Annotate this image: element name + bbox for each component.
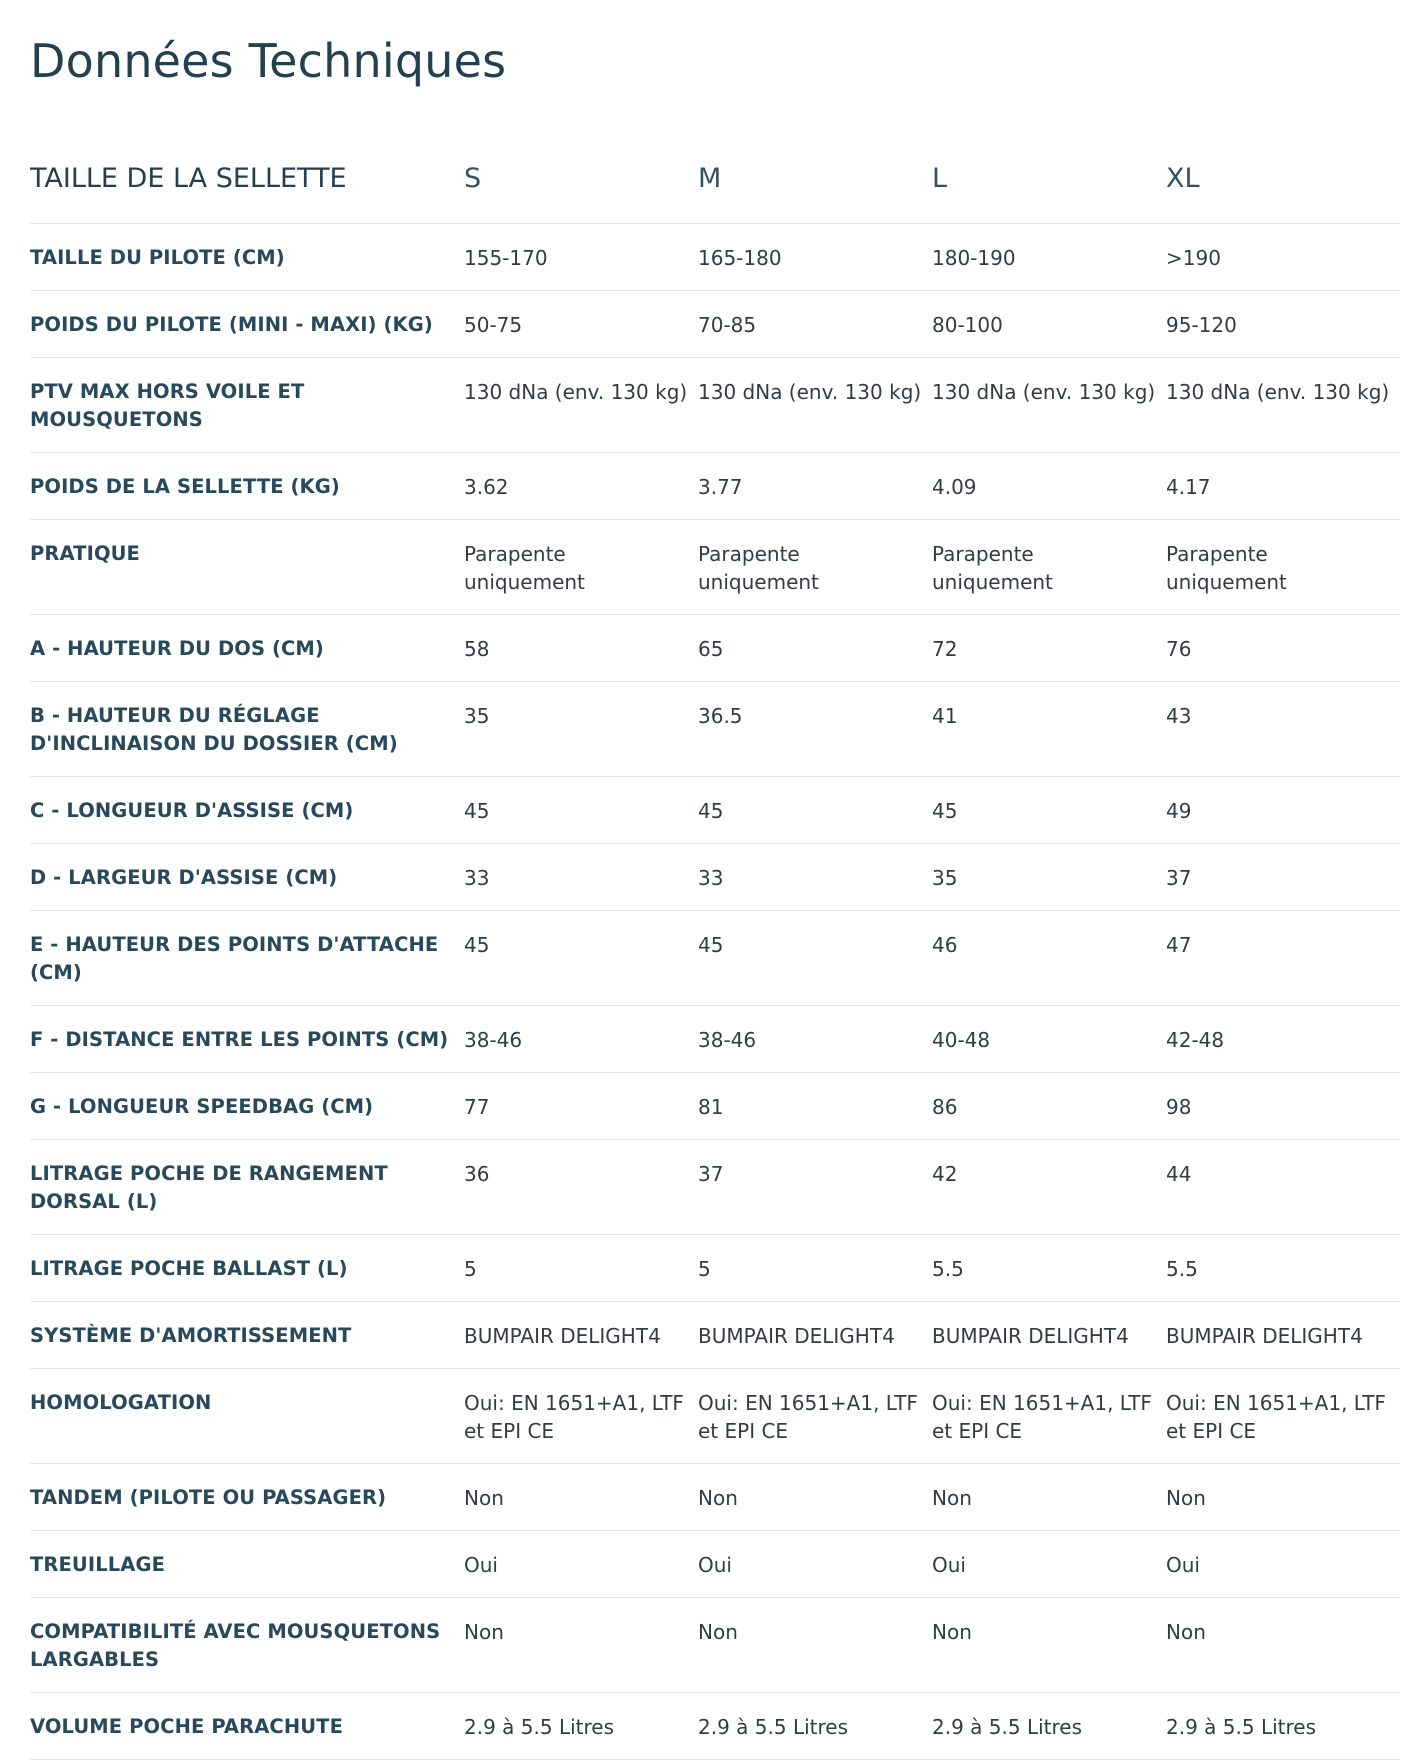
table-row: [30, 520, 1400, 615]
value-cell-l: 2.9 à 5.5 Litres: [932, 1693, 1166, 1760]
value-cell-l: 4.09: [932, 453, 1166, 520]
row-label: E - HAUTEUR DES POINTS D'ATTACHE (CM): [30, 911, 464, 1006]
value-cell-m: Oui: EN 1651+A1, LTF et EPI CE: [698, 1369, 932, 1464]
value-cell-xl: 76: [1166, 615, 1400, 682]
table-row: [30, 777, 1400, 844]
row-label: TREUILLAGE: [30, 1531, 464, 1598]
table-row: [30, 224, 1400, 291]
value-cell-l: 180-190: [932, 224, 1166, 291]
value-cell-m: 65: [698, 615, 932, 682]
row-label: TAILLE DU PILOTE (CM): [30, 224, 464, 291]
value-cell-m: Non: [698, 1464, 932, 1531]
value-cell-s: BUMPAIR DELIGHT4: [464, 1302, 698, 1369]
value-cell-s: 3.62: [464, 453, 698, 520]
page-title: Données Techniques: [30, 34, 507, 88]
value-cell-s: 2.9 à 5.5 Litres: [464, 1693, 698, 1760]
value-cell-xl: Parapente uniquement: [1166, 520, 1400, 615]
value-cell-m: Oui: [698, 1531, 932, 1598]
value-cell-s: 38-46: [464, 1006, 698, 1073]
value-cell-xl: 49: [1166, 777, 1400, 844]
table-row: [30, 1073, 1400, 1140]
header-row: [30, 146, 1400, 224]
table-row: [30, 1140, 1400, 1235]
table-row: [30, 291, 1400, 358]
value-cell-l: Oui: EN 1651+A1, LTF et EPI CE: [932, 1369, 1166, 1464]
value-cell-s: 5: [464, 1235, 698, 1302]
value-cell-m: 38-46: [698, 1006, 932, 1073]
table-row: [30, 1006, 1400, 1073]
value-cell-s: Non: [464, 1598, 698, 1693]
value-cell-l: Oui: [932, 1531, 1166, 1598]
row-label: POIDS DE LA SELLETTE (KG): [30, 453, 464, 520]
value-cell-m: 36.5: [698, 682, 932, 777]
value-cell-s: 36: [464, 1140, 698, 1235]
row-label: LITRAGE POCHE BALLAST (L): [30, 1235, 464, 1302]
value-cell-s: Non: [464, 1464, 698, 1531]
row-label: A - HAUTEUR DU DOS (CM): [30, 615, 464, 682]
table-row: [30, 1369, 1400, 1464]
value-cell-l: 41: [932, 682, 1166, 777]
row-label: G - LONGUEUR SPEEDBAG (CM): [30, 1073, 464, 1140]
table-row: [30, 844, 1400, 911]
value-cell-l: 46: [932, 911, 1166, 1006]
row-label: VOLUME POCHE PARACHUTE: [30, 1693, 464, 1760]
value-cell-m: 33: [698, 844, 932, 911]
value-cell-l: 72: [932, 615, 1166, 682]
value-cell-m: 3.77: [698, 453, 932, 520]
row-label: LITRAGE POCHE DE RANGEMENT DORSAL (L): [30, 1140, 464, 1235]
row-label: COMPATIBILITÉ AVEC MOUSQUETONS LARGABLES: [30, 1598, 464, 1693]
value-cell-m: Non: [698, 1598, 932, 1693]
row-label: C - LONGUEUR D'ASSISE (CM): [30, 777, 464, 844]
value-cell-xl: 44: [1166, 1140, 1400, 1235]
value-cell-l: Non: [932, 1464, 1166, 1531]
value-cell-xl: 42-48: [1166, 1006, 1400, 1073]
table-row: [30, 911, 1400, 1006]
value-cell-s: 45: [464, 777, 698, 844]
value-cell-m: 5: [698, 1235, 932, 1302]
table-row: [30, 1598, 1400, 1693]
value-cell-xl: Non: [1166, 1598, 1400, 1693]
table-row: [30, 615, 1400, 682]
value-cell-m: 81: [698, 1073, 932, 1140]
value-cell-xl: 47: [1166, 911, 1400, 1006]
row-label: PRATIQUE: [30, 520, 464, 615]
table-row: [30, 1302, 1400, 1369]
size-header-s: S: [464, 146, 698, 224]
value-cell-s: 50-75: [464, 291, 698, 358]
table-row: [30, 453, 1400, 520]
value-cell-s: Oui: [464, 1531, 698, 1598]
value-cell-l: 42: [932, 1140, 1166, 1235]
size-header-l: L: [932, 146, 1166, 224]
value-cell-m: Parapente uniquement: [698, 520, 932, 615]
table-row: [30, 1693, 1400, 1760]
value-cell-l: Non: [932, 1598, 1166, 1693]
value-cell-xl: >190: [1166, 224, 1400, 291]
value-cell-xl: 5.5: [1166, 1235, 1400, 1302]
spec-table: [30, 146, 1400, 1760]
value-cell-s: 58: [464, 615, 698, 682]
value-cell-l: 35: [932, 844, 1166, 911]
row-label: F - DISTANCE ENTRE LES POINTS (CM): [30, 1006, 464, 1073]
size-header-xl: XL: [1166, 146, 1400, 224]
row-label: D - LARGEUR D'ASSISE (CM): [30, 844, 464, 911]
table-row: [30, 682, 1400, 777]
value-cell-l: 130 dNa (env. 130 kg): [932, 358, 1166, 453]
value-cell-l: 5.5: [932, 1235, 1166, 1302]
value-cell-xl: 4.17: [1166, 453, 1400, 520]
value-cell-xl: 130 dNa (env. 130 kg): [1166, 358, 1400, 453]
value-cell-l: Parapente uniquement: [932, 520, 1166, 615]
value-cell-m: 130 dNa (env. 130 kg): [698, 358, 932, 453]
value-cell-xl: BUMPAIR DELIGHT4: [1166, 1302, 1400, 1369]
value-cell-s: 33: [464, 844, 698, 911]
value-cell-xl: Non: [1166, 1464, 1400, 1531]
value-cell-m: 2.9 à 5.5 Litres: [698, 1693, 932, 1760]
value-cell-m: 45: [698, 911, 932, 1006]
value-cell-m: 165-180: [698, 224, 932, 291]
table-row: [30, 1531, 1400, 1598]
value-cell-xl: Oui: EN 1651+A1, LTF et EPI CE: [1166, 1369, 1400, 1464]
value-cell-xl: 43: [1166, 682, 1400, 777]
value-cell-s: 77: [464, 1073, 698, 1140]
value-cell-l: 45: [932, 777, 1166, 844]
value-cell-xl: 95-120: [1166, 291, 1400, 358]
header-label: TAILLE DE LA SELLETTE: [30, 146, 464, 224]
value-cell-l: 86: [932, 1073, 1166, 1140]
spec-table-header: [30, 146, 1400, 224]
spec-table-body: [30, 224, 1400, 1760]
value-cell-l: BUMPAIR DELIGHT4: [932, 1302, 1166, 1369]
value-cell-m: 70-85: [698, 291, 932, 358]
value-cell-s: Parapente uniquement: [464, 520, 698, 615]
value-cell-xl: 37: [1166, 844, 1400, 911]
value-cell-m: BUMPAIR DELIGHT4: [698, 1302, 932, 1369]
size-header-m: M: [698, 146, 932, 224]
row-label: SYSTÈME D'AMORTISSEMENT: [30, 1302, 464, 1369]
row-label: B - HAUTEUR DU RÉGLAGE D'INCLINAISON DU DOSSIER (CM): [30, 682, 464, 777]
value-cell-s: 35: [464, 682, 698, 777]
value-cell-s: 155-170: [464, 224, 698, 291]
row-label: POIDS DU PILOTE (MINI - MAXI) (KG): [30, 291, 464, 358]
table-row: [30, 1235, 1400, 1302]
row-label: PTV MAX HORS VOILE ET MOUSQUETONS: [30, 358, 464, 453]
value-cell-xl: Oui: [1166, 1531, 1400, 1598]
value-cell-l: 40-48: [932, 1006, 1166, 1073]
row-label: TANDEM (PILOTE OU PASSAGER): [30, 1464, 464, 1531]
value-cell-xl: 98: [1166, 1073, 1400, 1140]
table-row: [30, 358, 1400, 453]
table-row: [30, 1464, 1400, 1531]
value-cell-s: Oui: EN 1651+A1, LTF et EPI CE: [464, 1369, 698, 1464]
value-cell-xl: 2.9 à 5.5 Litres: [1166, 1693, 1400, 1760]
row-label: HOMOLOGATION: [30, 1369, 464, 1464]
value-cell-s: 45: [464, 911, 698, 1006]
value-cell-m: 45: [698, 777, 932, 844]
value-cell-l: 80-100: [932, 291, 1166, 358]
value-cell-m: 37: [698, 1140, 932, 1235]
value-cell-s: 130 dNa (env. 130 kg): [464, 358, 698, 453]
